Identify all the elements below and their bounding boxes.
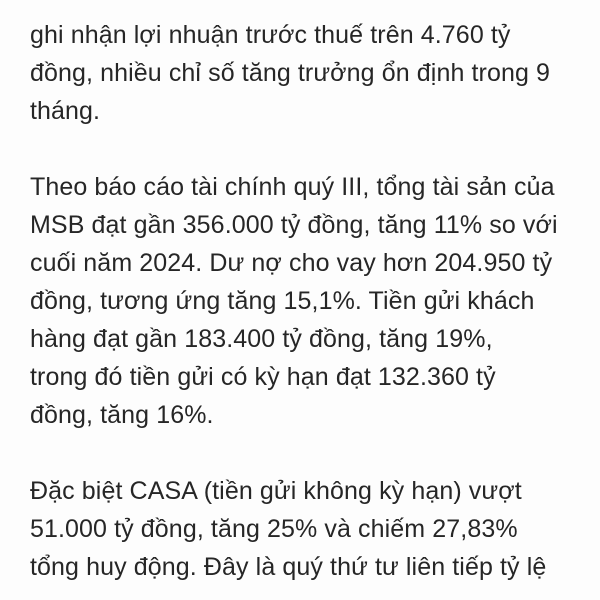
paragraph-q3-financials xyxy=(30,168,590,434)
text-line: Theo báo cáo tài chính quý III, tổng tài sản của xyxy=(30,173,555,201)
text-line: tổng huy động. Đây là quý thứ tư liên tiếp tỷ lệ xyxy=(30,553,547,581)
text-line: Đặc biệt CASA (tiền gửi không kỳ hạn) vượt xyxy=(30,477,522,505)
text-line: ghi nhận lợi nhuận trước thuế trên 4.760 tỷ xyxy=(30,21,511,49)
article-body xyxy=(30,0,590,600)
paragraph-profit-summary xyxy=(30,16,590,130)
text-line: đồng, tăng 16%. xyxy=(30,401,214,429)
text-line: cuối năm 2024. Dư nợ cho vay hơn 204.950 tỷ xyxy=(30,249,553,277)
text-line: hàng đạt gần 183.400 tỷ đồng, tăng 19%, xyxy=(30,325,493,353)
text-line: trong đó tiền gửi có kỳ hạn đạt 132.360 tỷ xyxy=(30,363,496,391)
text-line: MSB đạt gần 356.000 tỷ đồng, tăng 11% so với xyxy=(30,211,558,239)
text-line: đồng, tương ứng tăng 15,1%. Tiền gửi khách xyxy=(30,287,535,315)
text-line: đồng, nhiều chỉ số tăng trưởng ổn định trong 9 xyxy=(30,59,551,87)
text-line: tháng. xyxy=(30,97,101,125)
text-line: 51.000 tỷ đồng, tăng 25% và chiếm 27,83% xyxy=(30,515,518,543)
clipped-top-line xyxy=(30,0,590,16)
paragraph-casa xyxy=(30,472,590,586)
